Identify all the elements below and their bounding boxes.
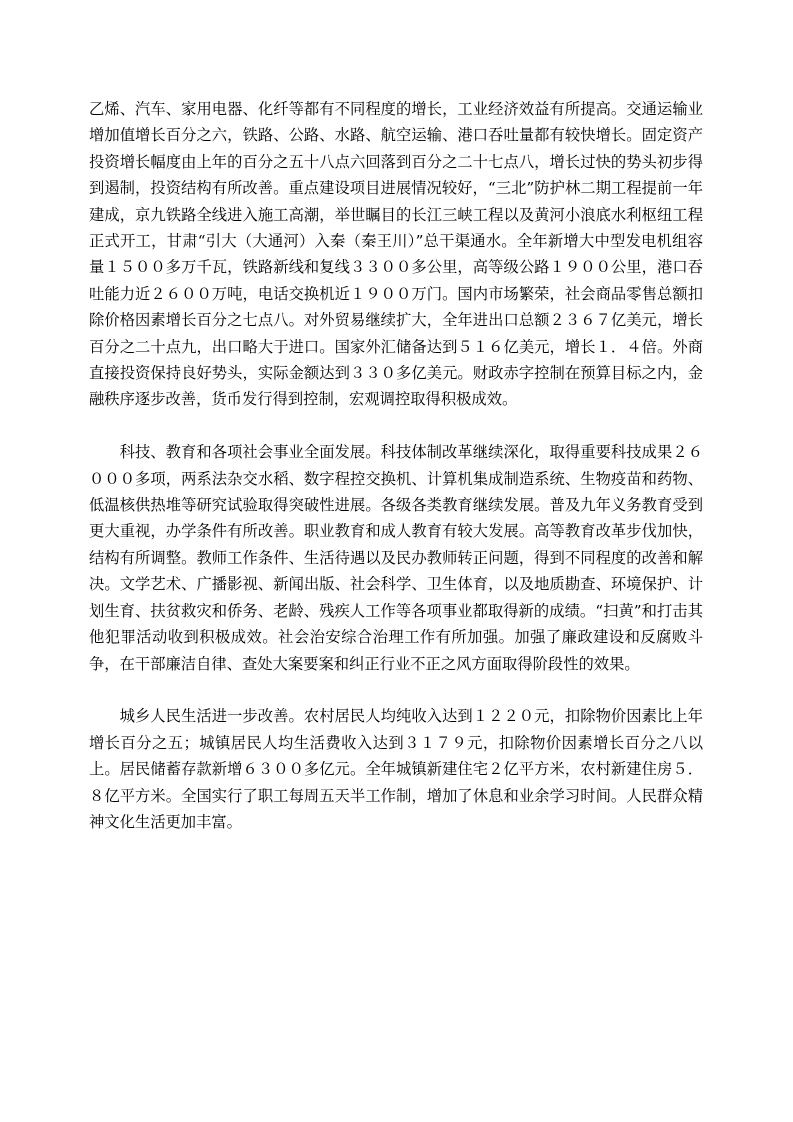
paragraph-gap xyxy=(89,677,703,703)
paragraph-gap xyxy=(89,413,703,439)
paragraph-economy: 乙烯、汽车、家用电器、化纤等都有不同程度的增长，工业经济效益有所提高。交通运输业增加值增长百分之六，铁路、公路、水路、航空运输、港口吞吐量都有较快增长。固定资产投资增长幅度由上年的百分之五十八点六回落到百分之二十七点八，增长过快的势头初步得到遏制，投资结构有所改善。重点建设项目进展情况较好，“三北”防护林二期工程提前一年建成，京九铁路全线进入施工高潮，举世瞩目的长江三峡工程以及黄河小浪底水利枢纽工程正式开工，甘肃“引大（大通河）入秦（秦王川）”总干渠通水。全年新增大中型发电机组容量１５００多万千瓦，铁路新线和复线３３００多公里，高等级公路１９００公里，港口吞吐能力近２６００万吨，电话交换机近１９００万门。国内市场繁荣，社会商品零售总额扣除价格因素增长百分之七点八。对外贸易继续扩大，全年进出口总额２３６７亿美元，增长百分之二十点九，出口略大于进口。国家外汇储备达到５１６亿美元，增长１．４倍。外商直接投资保持良好势头，实际金额达到３３０多亿美元。财政赤字控制在预算目标之内，金融秩序逐步改善，货币发行得到控制，宏观调控取得积极成效。 xyxy=(89,100,703,409)
document-body xyxy=(89,96,703,835)
paragraph-living-standards: 城乡人民生活进一步改善。农村居民人均纯收入达到１２２０元，扣除物价因素比上年增长百分之五；城镇居民人均生活费收入达到３１７９元，扣除物价因素增长百分之八以上。居民储蓄存款新增６３００多亿元。全年城镇新建住宅２亿平方米，农村新建住房５．８亿平方米。全国实行了职工每周五天半工作制，增加了休息和业余学习时间。人民群众精神文化生活更加丰富。 xyxy=(89,707,703,831)
paragraph-science-education: 科技、教育和各项社会事业全面发展。科技体制改革继续深化，取得重要科技成果２６０００多项，两系法杂交水稻、数字程控交换机、计算机集成制造系统、生物疫苗和药物、低温核供热堆等研究试验取得突破性进展。各级各类教育继续发展。普及九年义务教育受到更大重视，办学条件有所改善。职业教育和成人教育有较大发展。高等教育改革步伐加快，结构有所调整。教师工作条件、生活待遇以及民办教师转正问题，得到不同程度的改善和解决。文学艺术、广播影视、新闻出版、社会科学、卫生体育，以及地质勘查、环境保护、计划生育、扶贫救灾和侨务、老龄、残疾人工作等各项事业都取得新的成绩。“扫黄”和打击其他犯罪活动收到积极成效。社会治安综合治理工作有所加强。加强了廉政建设和反腐败斗争，在干部廉洁自律、查处大案要案和纠正行业不正之风方面取得阶段性的效果。 xyxy=(89,443,703,673)
